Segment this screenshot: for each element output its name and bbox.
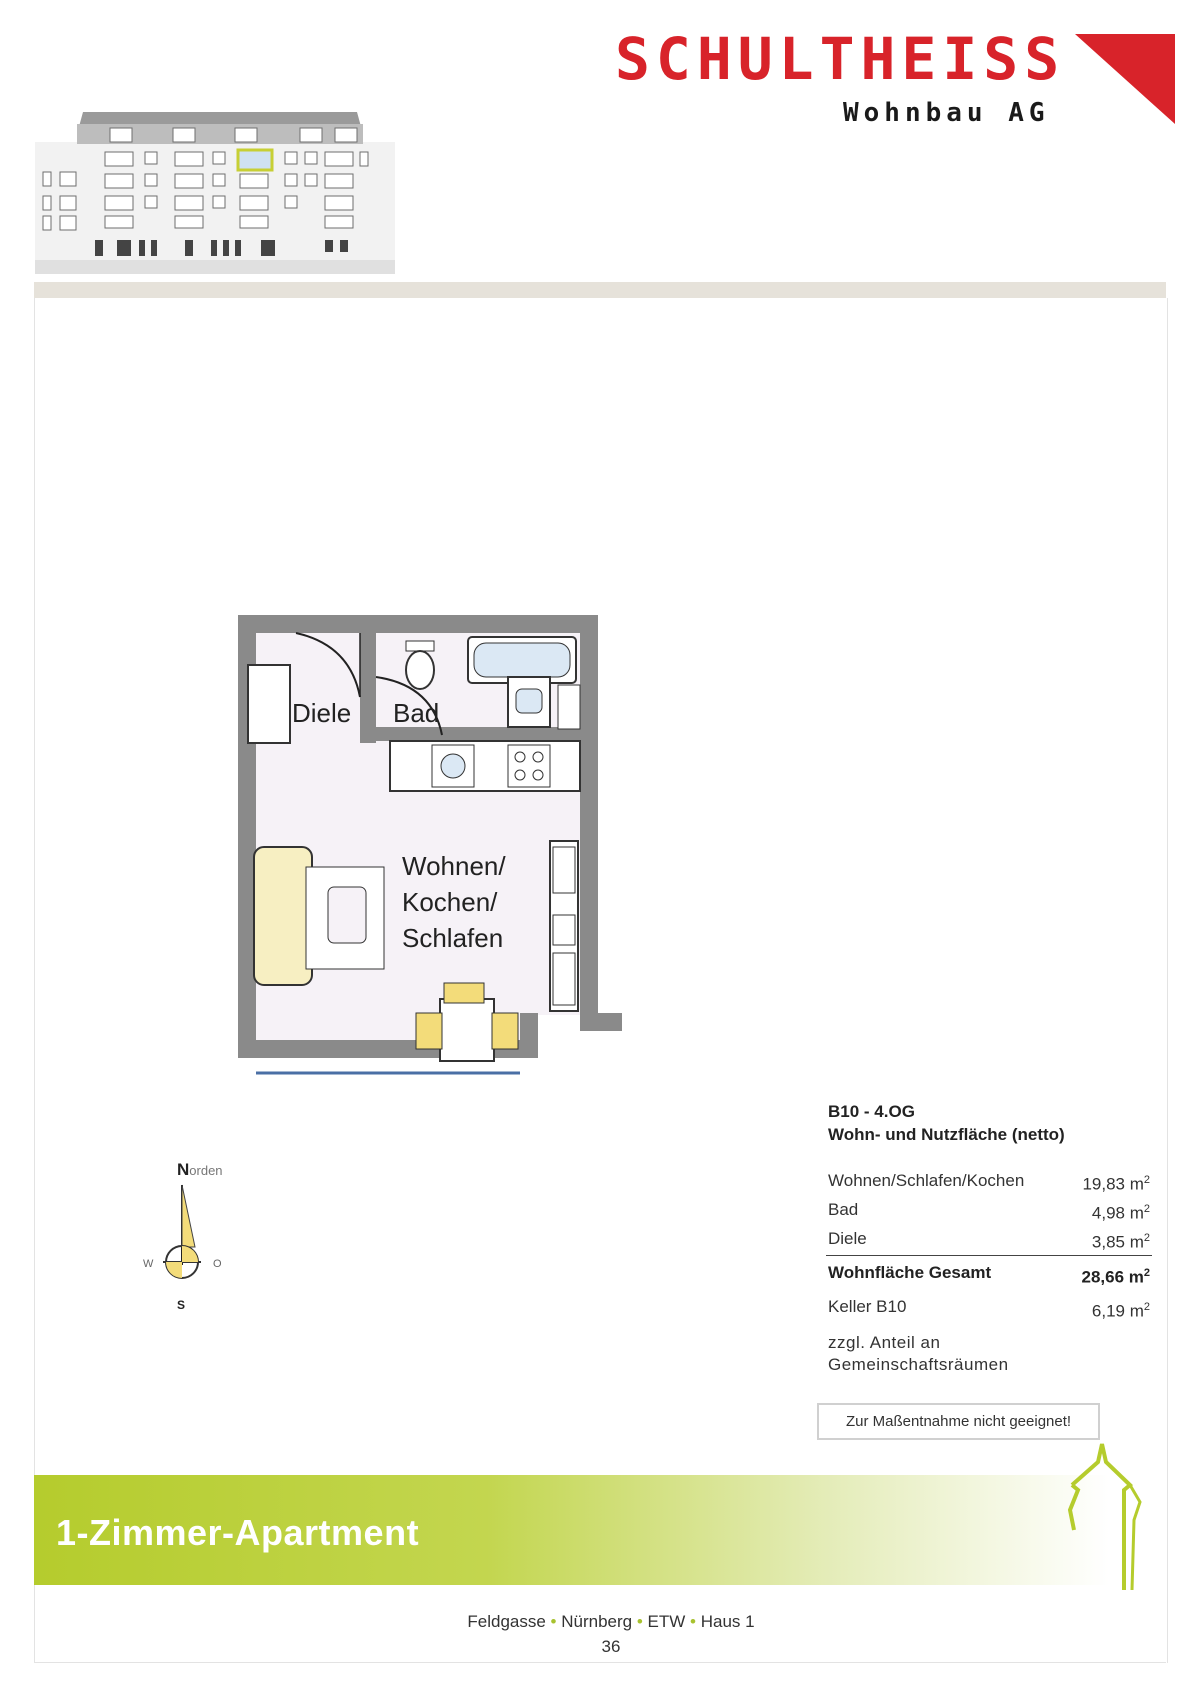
area-rows bbox=[828, 1166, 1150, 1253]
logo-name: SCHULTHEISS bbox=[615, 25, 1066, 93]
room-label-wohnen-2: Kochen/ bbox=[402, 887, 498, 917]
footer-house: Haus 1 bbox=[700, 1612, 755, 1631]
footer-separator: • bbox=[550, 1612, 557, 1631]
area-row-label: Bad bbox=[828, 1200, 859, 1219]
castle-tower-icon bbox=[1060, 1440, 1155, 1590]
compass-west: W bbox=[143, 1258, 154, 1270]
footer-city: Nürnberg bbox=[561, 1612, 633, 1631]
area-info-panel bbox=[828, 1100, 1150, 1376]
room-label-bad: Bad bbox=[393, 698, 440, 728]
area-row-value: 3,85 $m^2$ bbox=[1091, 1232, 1150, 1252]
area-total-value: 28,66 $m^2$ bbox=[1081, 1267, 1150, 1287]
room-label-diele: Diele bbox=[292, 698, 352, 728]
compass-north-letter: N bbox=[177, 1160, 190, 1179]
cellar-row bbox=[828, 1290, 1150, 1324]
unit-label: B10 - 4.OG bbox=[828, 1102, 915, 1121]
area-row-label: Diele bbox=[828, 1229, 867, 1248]
footer-separator: • bbox=[690, 1612, 696, 1631]
footer-type: ETW bbox=[647, 1612, 686, 1631]
room-label-wohnen-1: Wohnen/ bbox=[402, 851, 506, 881]
apartment-type-banner bbox=[34, 1475, 1166, 1585]
room-label-wohnen-3: Schlafen bbox=[402, 923, 504, 953]
area-row-label: Wohnen/Schlafen/Kochen bbox=[828, 1171, 1025, 1190]
area-row-value: 19,83 $m^2$ bbox=[1082, 1174, 1150, 1194]
compass-south: S bbox=[177, 1298, 186, 1312]
cellar-value: 6,19 $m^2$ bbox=[1091, 1301, 1150, 1321]
apartment-type-title: 1-Zimmer-Apartment bbox=[56, 1512, 420, 1553]
logo-triangle-icon bbox=[1075, 34, 1175, 126]
compass-north-rest: orden bbox=[189, 1163, 223, 1178]
area-row bbox=[828, 1166, 1150, 1195]
area-total-row bbox=[828, 1256, 1150, 1290]
common-rooms-note: zzgl. Anteil an Gemeinschaftsräumen bbox=[828, 1333, 1009, 1374]
area-heading: Wohn- und Nutzfläche (netto) bbox=[828, 1125, 1065, 1144]
footer-separator: • bbox=[636, 1612, 643, 1631]
logo-subtitle: Wohnbau AG bbox=[843, 98, 1050, 128]
frame-bottom-line bbox=[34, 1662, 1166, 1663]
area-total-label: Wohnfläche Gesamt bbox=[828, 1263, 992, 1282]
building-elevation-image bbox=[35, 112, 395, 274]
measurement-disclaimer: Zur Maßentnahme nicht geeignet! bbox=[817, 1403, 1100, 1440]
page-number: 36 bbox=[601, 1637, 621, 1656]
area-row bbox=[828, 1195, 1150, 1224]
footer-street: Feldgasse bbox=[467, 1612, 546, 1631]
footer-location bbox=[0, 1612, 1200, 1632]
floor-plan-image bbox=[210, 585, 690, 1105]
area-row-value: 4,98 $m^2$ bbox=[1091, 1203, 1150, 1223]
cellar-label: Keller B10 bbox=[828, 1297, 907, 1316]
header-divider-bar bbox=[34, 282, 1166, 298]
compass-rose-icon bbox=[135, 1155, 245, 1315]
company-logo bbox=[615, 25, 1175, 138]
area-row bbox=[828, 1224, 1150, 1253]
compass-east: O bbox=[213, 1258, 222, 1270]
